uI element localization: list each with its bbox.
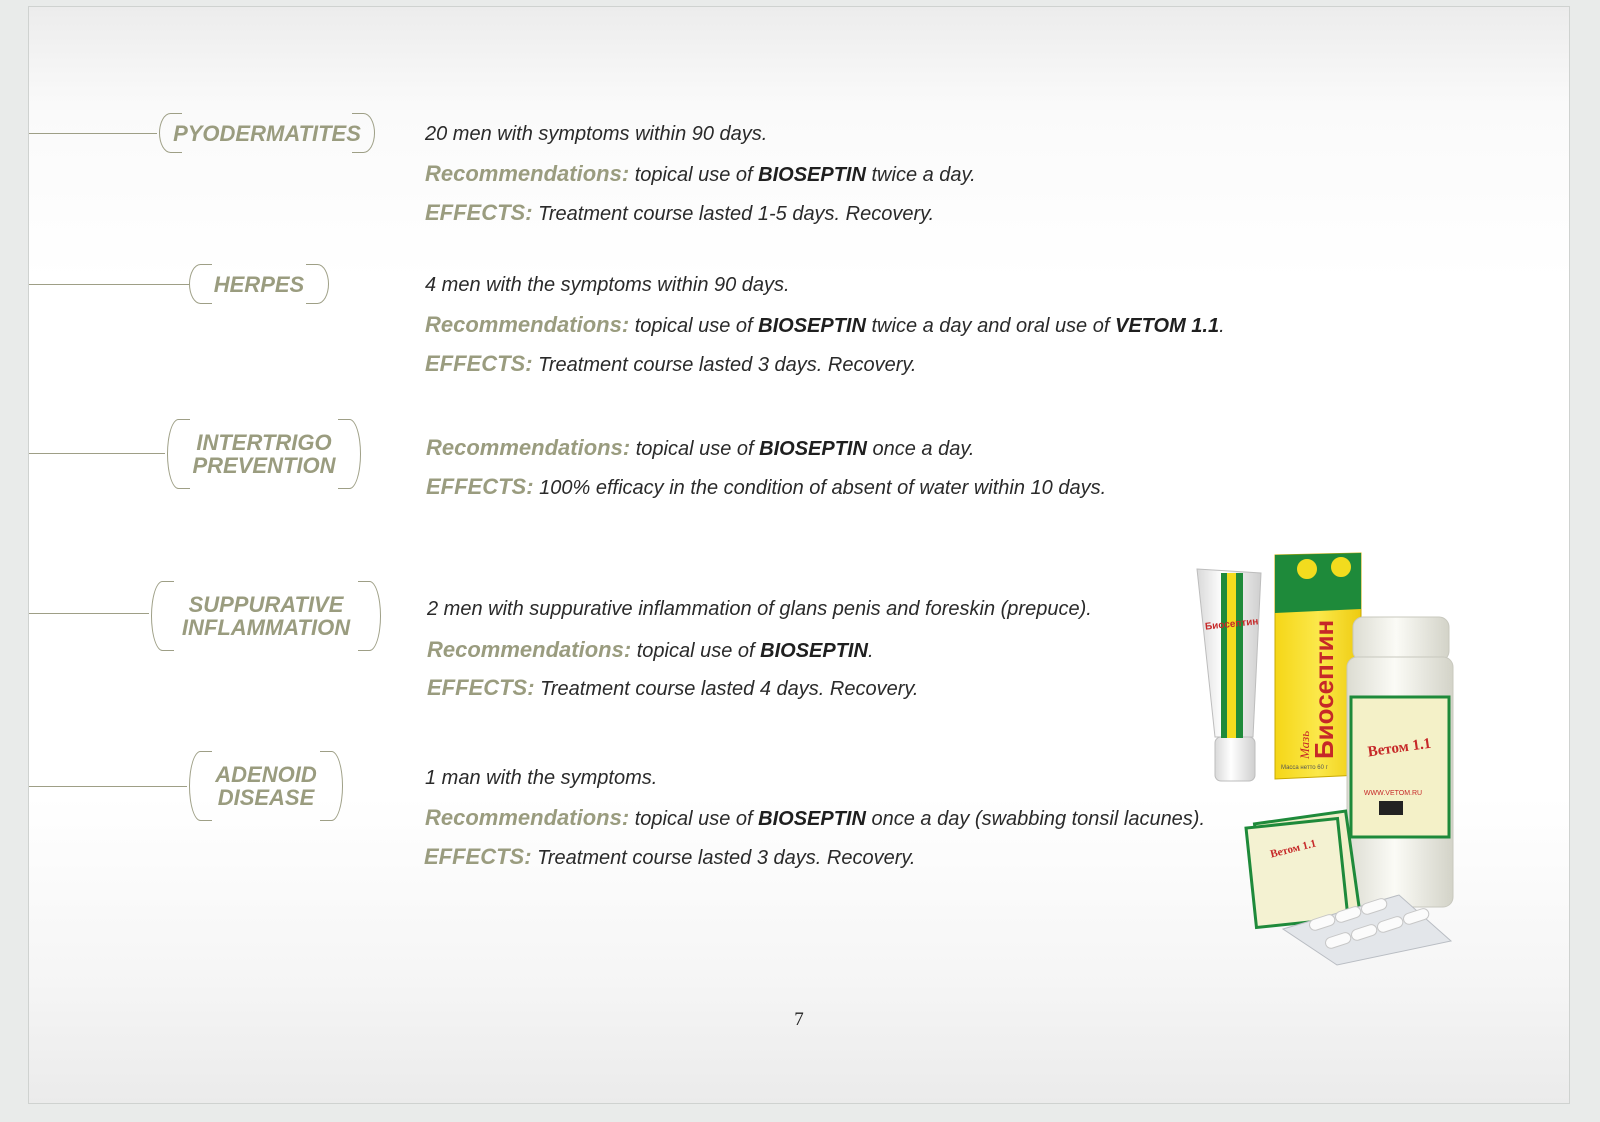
lead-line: [29, 453, 165, 454]
section-recommendation: Recommendations: topical use of BIOSEPTIN twice a day.: [425, 161, 976, 186]
section-recommendation: Recommendations: topical use of BIOSEPTIN once a day.: [426, 435, 975, 460]
section-intro: 4 men with the symptoms within 90 days.: [425, 274, 790, 296]
box-brand-text: Биосептин: [1309, 619, 1339, 759]
tube-brand-text: Биосептин: [1204, 616, 1259, 633]
section-recommendation: Recommendations: topical use of BIOSEPTIN.: [427, 637, 874, 662]
ointment-tube: [1197, 569, 1261, 781]
section-label-adenoid-disease: ADENOID DISEASE: [189, 751, 343, 821]
sachet-brand-text: Ветом 1.1: [1269, 837, 1318, 861]
section-label-pyodermatites: PYODERMATITES: [159, 113, 375, 153]
vetom-jar: [1347, 617, 1453, 907]
section-intro: 20 men with symptoms within 90 days.: [425, 123, 768, 145]
document-page: [28, 6, 1570, 1104]
jar-brand-text: Ветом 1.1: [1366, 735, 1433, 761]
section-label-herpes: HERPES: [189, 264, 329, 304]
box-mass-text: Масса нетто 60 г: [1281, 765, 1328, 771]
section-label-intertrigo-prevention: INTERTRIGO PREVENTION: [167, 419, 361, 489]
barcode: [1379, 801, 1403, 815]
section-intro: 2 men with suppurative inflammation of glans penis and foreskin (prepuce).: [427, 598, 1092, 620]
section-effects: EFFECTS: Treatment course lasted 3 days. Recovery.: [425, 351, 917, 376]
section-intro: 1 man with the symptoms.: [425, 767, 658, 789]
section-effects: EFFECTS: Treatment course lasted 1-5 days. Recovery.: [425, 200, 935, 225]
section-effects: EFFECTS: Treatment course lasted 4 days. Recovery.: [427, 675, 919, 700]
page-number: 7: [794, 1009, 804, 1030]
lead-line: [29, 613, 149, 614]
box-small-text: Мазь: [1297, 730, 1312, 759]
section-recommendation: Recommendations: topical use of BIOSEPTIN once a day (swabbing tonsil lacunes).: [425, 805, 1206, 830]
lead-line: [29, 786, 187, 787]
section-recommendation: Recommendations: topical use of BIOSEPTIN twice a day and oral use of VETOM 1.1.: [425, 312, 1225, 337]
section-label-suppurative-inflammation: SUPPURATIVE INFLAMMATION: [151, 581, 381, 651]
product-photo: [1189, 547, 1479, 967]
section-effects: EFFECTS: Treatment course lasted 3 days. Recovery.: [424, 844, 916, 869]
lead-line: [29, 133, 157, 134]
lead-line: [29, 284, 189, 285]
section-effects: EFFECTS: 100% efficacy in the condition of absent of water within 10 days.: [426, 474, 1107, 499]
jar-url-text: WWW.VETOM.RU: [1363, 790, 1423, 797]
